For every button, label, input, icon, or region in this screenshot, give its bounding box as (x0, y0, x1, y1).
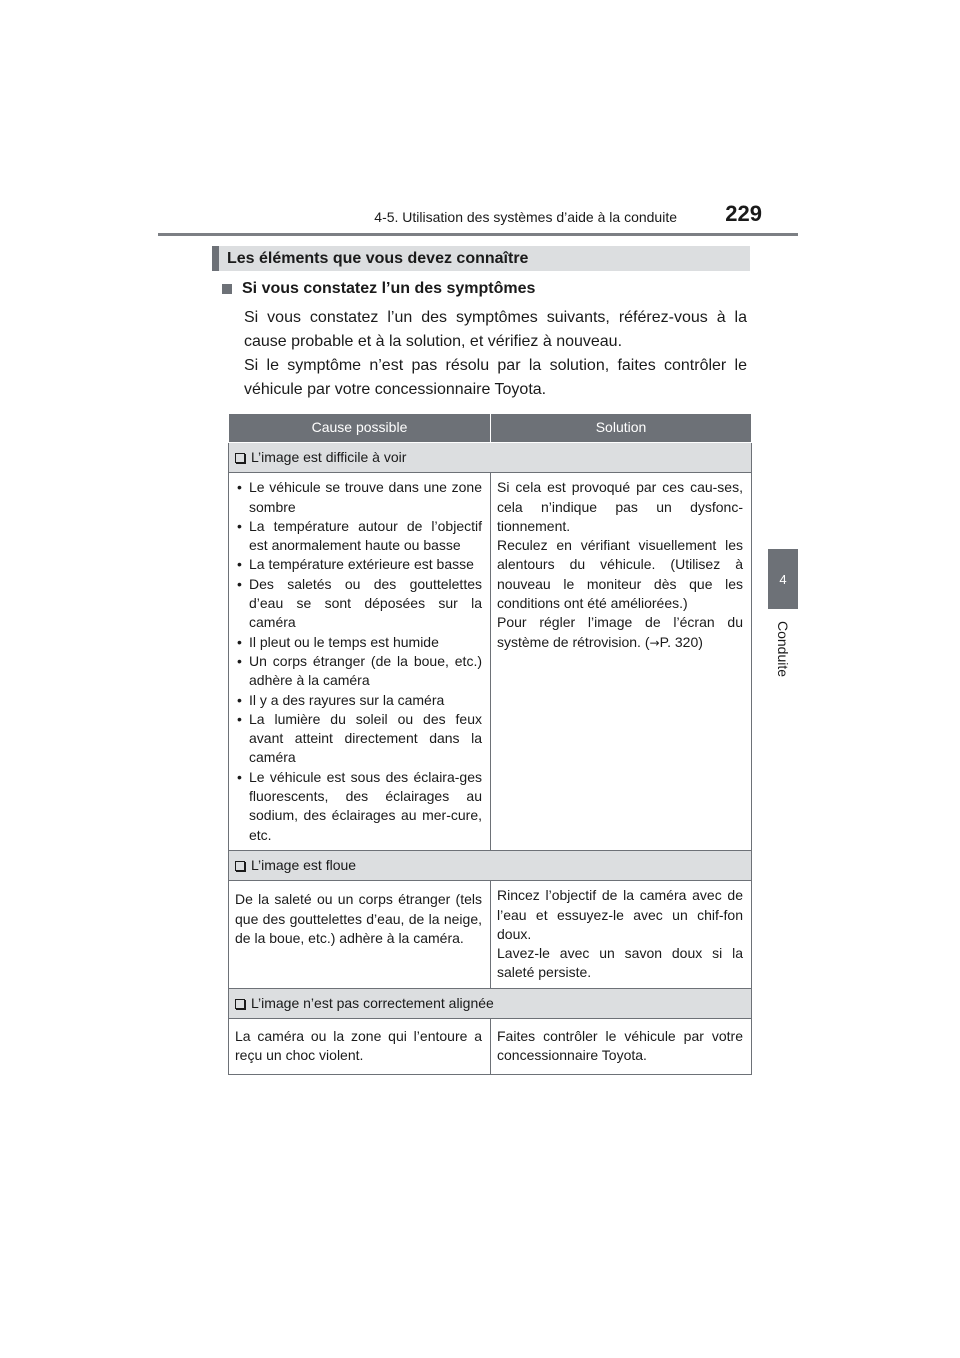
intro-paragraph-2: Si le symptôme n’est pas résolu par la solution, faites contrôler le véhicule par votre concessionnaire Toyota. (244, 357, 747, 398)
solution-line: Lavez-le avec un savon doux si la saleté persiste. (497, 945, 743, 981)
square-bullet-icon (222, 284, 232, 294)
table-row (229, 881, 752, 988)
solution-cell (491, 881, 752, 988)
subheading-text: Si vous constatez l’un des symptômes (242, 280, 536, 297)
list-item: • La température extérieure est basse (235, 555, 482, 574)
solution-line: Si cela est provoqué par ces cau-ses, cela n’indique pas un dysfonc-tionnement. (497, 479, 743, 534)
category-title: L’image est floue (251, 856, 357, 873)
checkbox-icon (235, 453, 245, 463)
solution-cell: Faites contrôler le véhicule par votre concessionnaire Toyota. (491, 1019, 752, 1075)
page-number: 229 (725, 201, 762, 226)
column-header-solution: Solution (491, 414, 752, 443)
cause-cell: De la saleté ou un corps étranger (tels que des gouttelettes d’eau, de la neige, de la boue, etc.) adhère à la caméra. (229, 881, 491, 988)
column-header-cause: Cause possible (229, 414, 491, 443)
list-item: • Le véhicule se trouve dans une zone sombre (235, 478, 482, 517)
list-item: • Un corps étranger (de la boue, etc.) adhère à la caméra (235, 652, 482, 691)
list-item: • Le véhicule est sous des éclaira-ges fluorescents, des éclairages au sodium, des éclairages au mer-cure, etc. (235, 768, 482, 845)
list-item: • Il pleut ou le temps est humide (235, 633, 482, 652)
cause-cell: La caméra ou la zone qui l’entoure a reçu un choc violent. (229, 1019, 491, 1075)
cause-cell (229, 473, 491, 851)
symptom-table (228, 413, 752, 1075)
category-title: L’image n’est pas correctement alignée (251, 994, 494, 1011)
list-item: • La lumière du soleil ou des feux avant atteint directement dans la caméra (235, 710, 482, 768)
subheading (222, 280, 762, 298)
section-banner-title: Les éléments que vous devez connaître (227, 249, 529, 267)
chapter-tab[interactable] (768, 549, 798, 609)
solution-line: Reculez en vérifiant visuellement les alentours du véhicule. (Utilisez à nouveau le moniteur dès que les conditions ont été améliorées.) (497, 537, 743, 612)
checkbox-icon (235, 999, 245, 1009)
solution-line: Rincez l’objectif de la caméra avec de l’eau et essuyez-le avec un chif-fon doux. (497, 887, 743, 942)
category-row (229, 443, 752, 473)
intro-paragraph: Si vous constatez l’un des symptômes suivants, référez-vous à la cause probable et à la solution, et vérifiez à nouveau. (244, 309, 747, 350)
solution-line (497, 613, 743, 653)
page-reference-link[interactable]: P. 320) (659, 633, 703, 650)
list-item: • Des saletés ou des gouttelettes d’eau se sont déposées sur la caméra (235, 575, 482, 633)
chapter-side-label (766, 618, 800, 680)
chapter-number: 4 (779, 571, 787, 587)
cause-list (235, 478, 482, 845)
header-divider (158, 233, 798, 236)
chapter-label: Conduite (775, 620, 792, 678)
category-row (229, 850, 752, 880)
list-item: • Il y a des rayures sur la caméra (235, 691, 482, 710)
list-item: • La température autour de l’objectif est anormalement haute ou basse (235, 517, 482, 556)
solution-ref-text: Pour régler l’image de l’écran du système de rétrovision. ( (497, 614, 743, 650)
running-header-section: 4-5. Utilisation des systèmes d’aide à la conduite (374, 209, 677, 225)
table-row (229, 1019, 752, 1075)
category-row (229, 988, 752, 1018)
solution-cell (491, 473, 752, 851)
table-row (229, 473, 752, 851)
category-title: L’image est difficile à voir (251, 449, 407, 465)
section-banner (212, 246, 750, 271)
arrow-icon: → (649, 635, 660, 650)
checkbox-icon (235, 861, 245, 871)
table-header-row (229, 414, 752, 443)
